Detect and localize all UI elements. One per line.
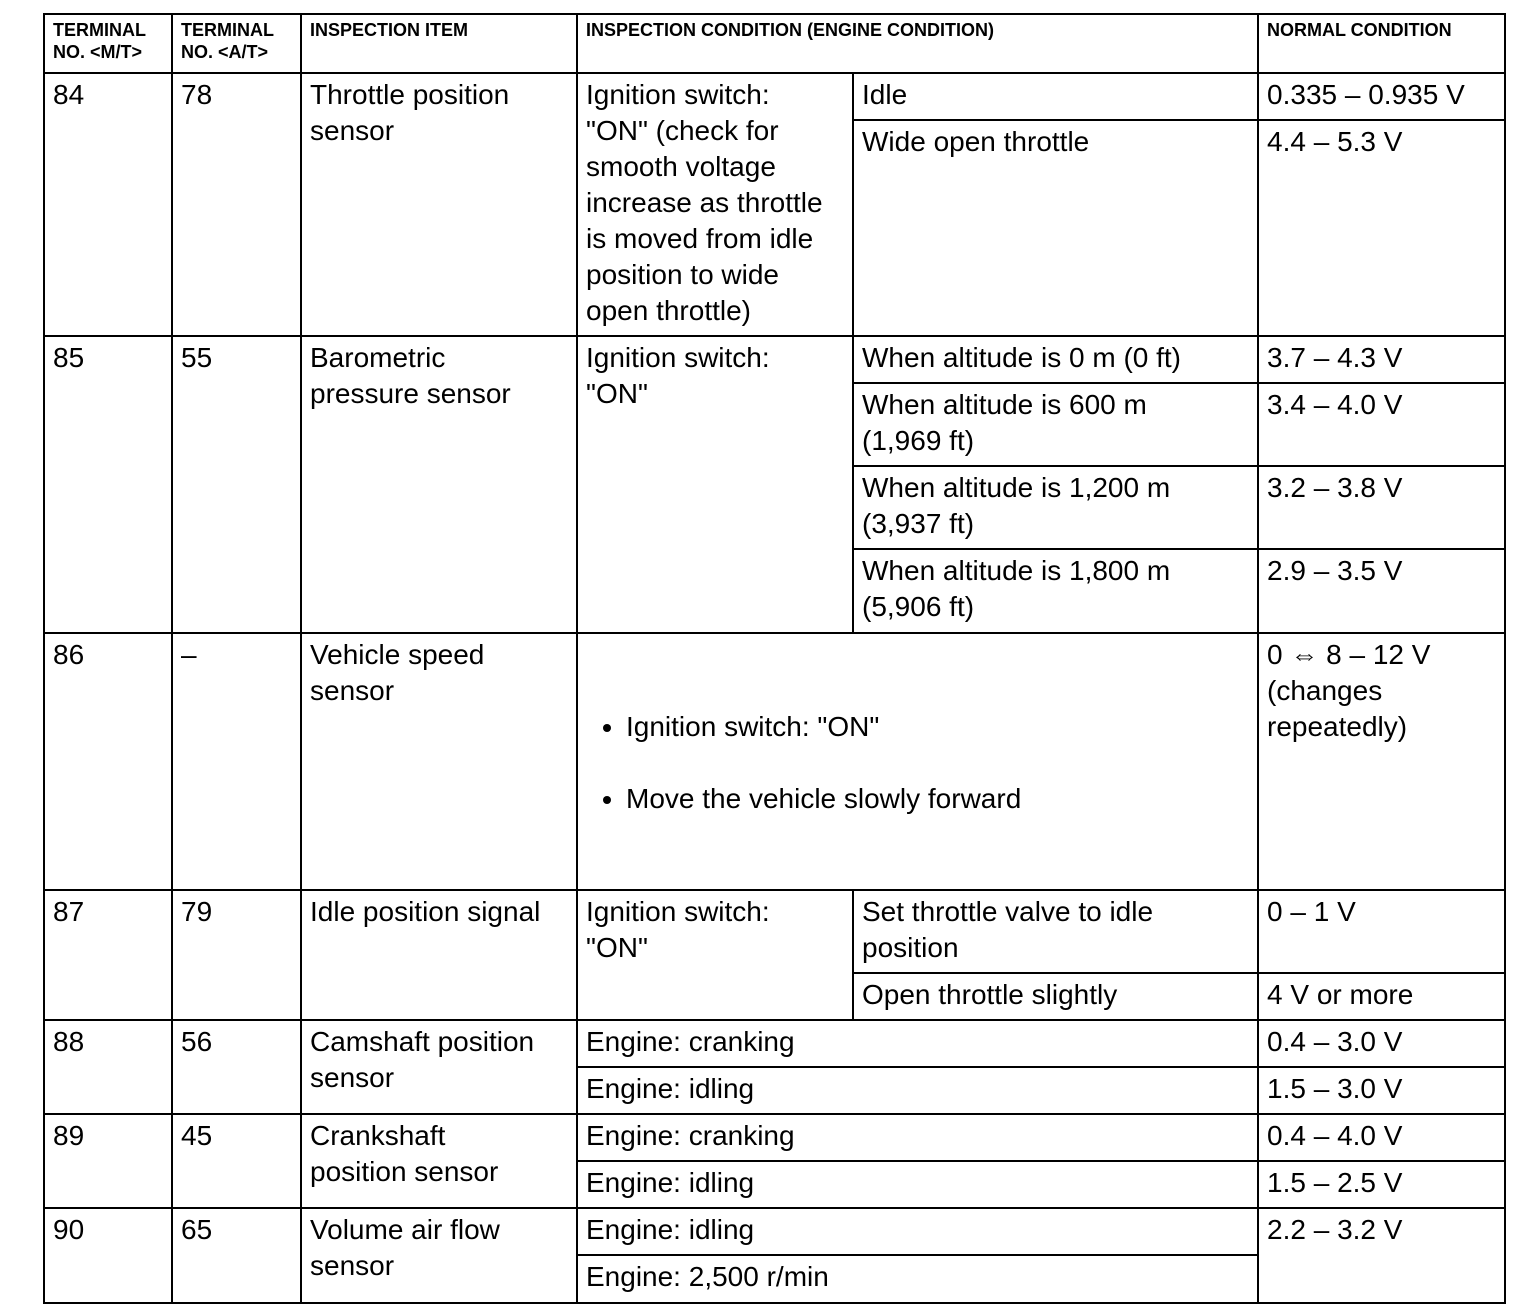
inspection-item: Volume air flow sensor bbox=[301, 1208, 577, 1303]
header-normal-condition: NORMAL CONDITION bbox=[1258, 14, 1505, 73]
inspection-condition: Ignition switch: "ON" (check for smooth voltage increase as throttle is moved from idle position to wide open throttle) bbox=[577, 73, 853, 336]
terminal-inspection-table bbox=[43, 13, 1506, 1304]
sub-condition: When altitude is 600 m (1,969 ft) bbox=[853, 383, 1258, 466]
table-row bbox=[44, 1020, 1505, 1067]
terminal-at: 45 bbox=[172, 1114, 301, 1208]
header-terminal-at: TERMINAL NO. <A/T> bbox=[172, 14, 301, 73]
normal-condition: 0 – 1 V bbox=[1258, 890, 1505, 973]
normal-condition: 2.9 – 3.5 V bbox=[1258, 549, 1505, 633]
sub-condition: When altitude is 0 m (0 ft) bbox=[853, 336, 1258, 383]
sub-condition: Engine: cranking bbox=[577, 1114, 1258, 1161]
list-item: • Move the vehicle slowly forward bbox=[626, 781, 1249, 817]
header-inspection-item: INSPECTION ITEM bbox=[301, 14, 577, 73]
inspection-condition: Ignition switch: "ON" bbox=[577, 890, 853, 1020]
normal-condition: 1.5 – 3.0 V bbox=[1258, 1067, 1505, 1114]
normal-condition: 0.4 – 3.0 V bbox=[1258, 1020, 1505, 1067]
table-row bbox=[44, 633, 1505, 890]
sub-condition: When altitude is 1,800 m (5,906 ft) bbox=[853, 549, 1258, 633]
inspection-condition bbox=[577, 633, 1258, 890]
inspection-item: Barometric pressure sensor bbox=[301, 336, 577, 633]
inspection-item: Vehicle speed sensor bbox=[301, 633, 577, 890]
table-row bbox=[44, 73, 1505, 120]
terminal-at: 78 bbox=[172, 73, 301, 336]
header-row bbox=[44, 14, 1505, 73]
terminal-at: 55 bbox=[172, 336, 301, 633]
condition-bullet-list bbox=[586, 673, 1249, 853]
sub-condition: Engine: idling bbox=[577, 1208, 1258, 1255]
normal-condition: 3.2 – 3.8 V bbox=[1258, 466, 1505, 549]
terminal-mt: 86 bbox=[44, 633, 172, 890]
sub-condition: Set throttle valve to idle position bbox=[853, 890, 1258, 973]
inspection-item: Crankshaft position sensor bbox=[301, 1114, 577, 1208]
list-item: • Ignition switch: "ON" bbox=[626, 709, 1249, 745]
header-inspection-condition: INSPECTION CONDITION (ENGINE CONDITION) bbox=[577, 14, 1258, 73]
normal-condition: 2.2 – 3.2 V bbox=[1258, 1208, 1505, 1303]
header-terminal-mt: TERMINAL NO. <M/T> bbox=[44, 14, 172, 73]
sub-condition: Idle bbox=[853, 73, 1258, 120]
terminal-at: – bbox=[172, 633, 301, 890]
terminal-mt: 90 bbox=[44, 1208, 172, 1303]
normal-condition: 0.4 – 4.0 V bbox=[1258, 1114, 1505, 1161]
normal-condition: 1.5 – 2.5 V bbox=[1258, 1161, 1505, 1208]
inspection-item: Idle position signal bbox=[301, 890, 577, 1020]
sub-condition: Engine: idling bbox=[577, 1067, 1258, 1114]
terminal-mt: 88 bbox=[44, 1020, 172, 1114]
sub-condition: Engine: 2,500 r/min bbox=[577, 1255, 1258, 1303]
terminal-at: 79 bbox=[172, 890, 301, 1020]
inspection-item: Camshaft position sensor bbox=[301, 1020, 577, 1114]
terminal-at: 56 bbox=[172, 1020, 301, 1114]
terminal-mt: 84 bbox=[44, 73, 172, 336]
normal-condition: 4 V or more bbox=[1258, 973, 1505, 1020]
normal-condition: 4.4 – 5.3 V bbox=[1258, 120, 1505, 336]
normal-condition: 0.335 – 0.935 V bbox=[1258, 73, 1505, 120]
normal-condition: 3.7 – 4.3 V bbox=[1258, 336, 1505, 383]
inspection-condition: Ignition switch: "ON" bbox=[577, 336, 853, 633]
sub-condition: Open throttle slightly bbox=[853, 973, 1258, 1020]
table-row bbox=[44, 1114, 1505, 1161]
sub-condition: When altitude is 1,200 m (3,937 ft) bbox=[853, 466, 1258, 549]
table-row bbox=[44, 336, 1505, 383]
terminal-mt: 85 bbox=[44, 336, 172, 633]
terminal-at: 65 bbox=[172, 1208, 301, 1303]
inspection-item: Throttle position sensor bbox=[301, 73, 577, 336]
terminal-mt: 87 bbox=[44, 890, 172, 1020]
table-row bbox=[44, 1208, 1505, 1255]
normal-condition: 0 ⇔ 8 – 12 V (changes repeatedly) bbox=[1258, 633, 1505, 890]
sub-condition: Wide open throttle bbox=[853, 120, 1258, 336]
sub-condition: Engine: cranking bbox=[577, 1020, 1258, 1067]
normal-condition: 3.4 – 4.0 V bbox=[1258, 383, 1505, 466]
table-row bbox=[44, 890, 1505, 973]
terminal-mt: 89 bbox=[44, 1114, 172, 1208]
sub-condition: Engine: idling bbox=[577, 1161, 1258, 1208]
